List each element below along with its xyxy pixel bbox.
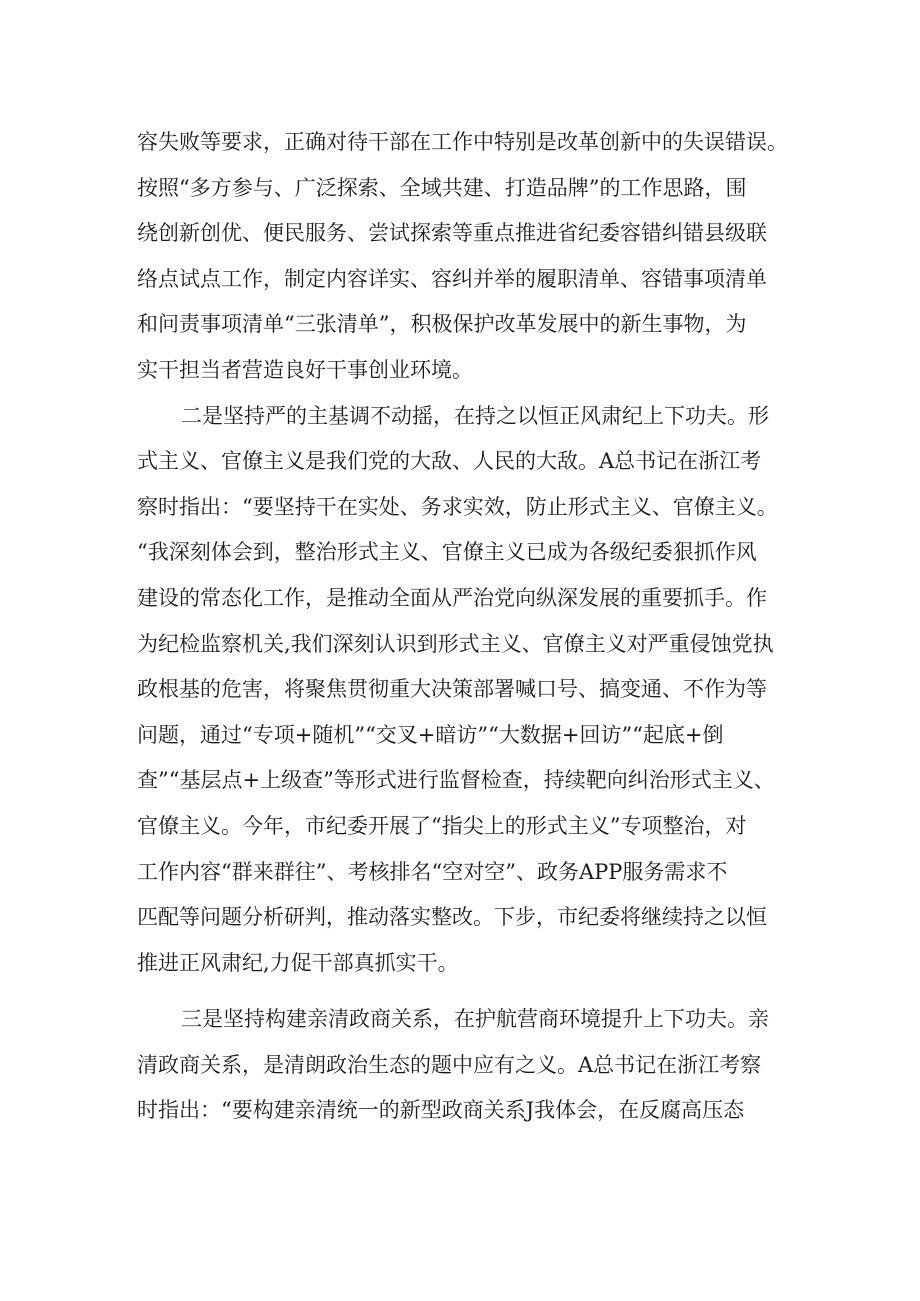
paragraph-line: 政根基的危害，将聚焦贯彻重大决策部署喊口号、搞变通、不作为等 <box>137 677 767 702</box>
paragraph-line: 工作内容“群来群往”、考核排名“空对空”、政务APP服务需求不 <box>137 859 728 884</box>
paragraph-first-line: 二是坚持严的主基调不动摇，在持之以恒正风肃纪上下功夫。形 <box>181 403 769 428</box>
paragraph-line: 为纪检监察机关,我们深刻认识到形式主义、官僚主义对严重侵蚀党执 <box>137 631 774 656</box>
paragraph-line: 式主义、官僚主义是我们党的大敌、人民的大敌。A总书记在浙江考 <box>137 449 762 474</box>
paragraph-line: 时指出：“要构建亲清统一的新型政商关系J我体会，在反腐高压态 <box>137 1098 745 1123</box>
paragraph-2 <box>137 394 797 987</box>
paragraph-line: 按照“多方参与、广泛探索、全域共建、打造品牌”的工作思路，围 <box>137 175 747 200</box>
paragraph-line: 和问责事项清单“三张清单”，积极保护改革发展中的新生事物，为 <box>137 312 747 337</box>
document-body <box>137 120 797 1134</box>
paragraph-line: 察时指出：“要坚持干在实处、务求实效，防止形式主义、官僚主义。 <box>137 494 778 519</box>
paragraph-line: 官僚主义。今年，市纪委开展了“指尖上的形式主义”专项整治，对 <box>137 813 747 838</box>
paragraph-line: 络点试点工作，制定内容详实、容纠并举的履职清单、容错事项清单 <box>137 266 767 291</box>
paragraph-3 <box>137 997 797 1134</box>
paragraph-line: 绕创新创优、便民服务、尝试探索等重点推进省纪委容错纠错县级联 <box>137 221 767 246</box>
paragraph-1 <box>137 120 797 394</box>
paragraph-line: 推进正风肃纪,力促干部真抓实干。 <box>137 950 459 975</box>
paragraph-gap <box>137 986 797 997</box>
paragraph-line: 问题，通过“专项+随机”“交叉+暗访”“大数据+回访”“起底+倒 <box>137 722 724 747</box>
paragraph-line: 查”“基层点+上级查”等形式进行监督检查，持续靶向纠治形式主义、 <box>137 768 775 793</box>
paragraph-line: 实干担当者营造良好干事创业环境。 <box>137 357 473 382</box>
paragraph-line: 清政商关系，是清朗政治生态的题中应有之义。A总书记在浙江考察 <box>137 1052 762 1077</box>
paragraph-line: 容失败等要求，正确对待干部在工作中特别是改革创新中的失误错误。 <box>137 130 788 154</box>
paragraph-line: “我深刻体会到，整治形式主义、官僚主义已成为各级纪委狠抓作风 <box>137 540 757 565</box>
paragraph-first-line: 三是坚持构建亲清政商关系，在护航营商环境提升上下功夫。亲 <box>181 1007 769 1032</box>
paragraph-line: 匹配等问题分析研判，推动落实整改。下步，市纪委将继续持之以恒 <box>137 905 767 930</box>
paragraph-line: 建设的常态化工作，是推动全面从严治党向纵深发展的重要抓手。作 <box>137 585 767 610</box>
